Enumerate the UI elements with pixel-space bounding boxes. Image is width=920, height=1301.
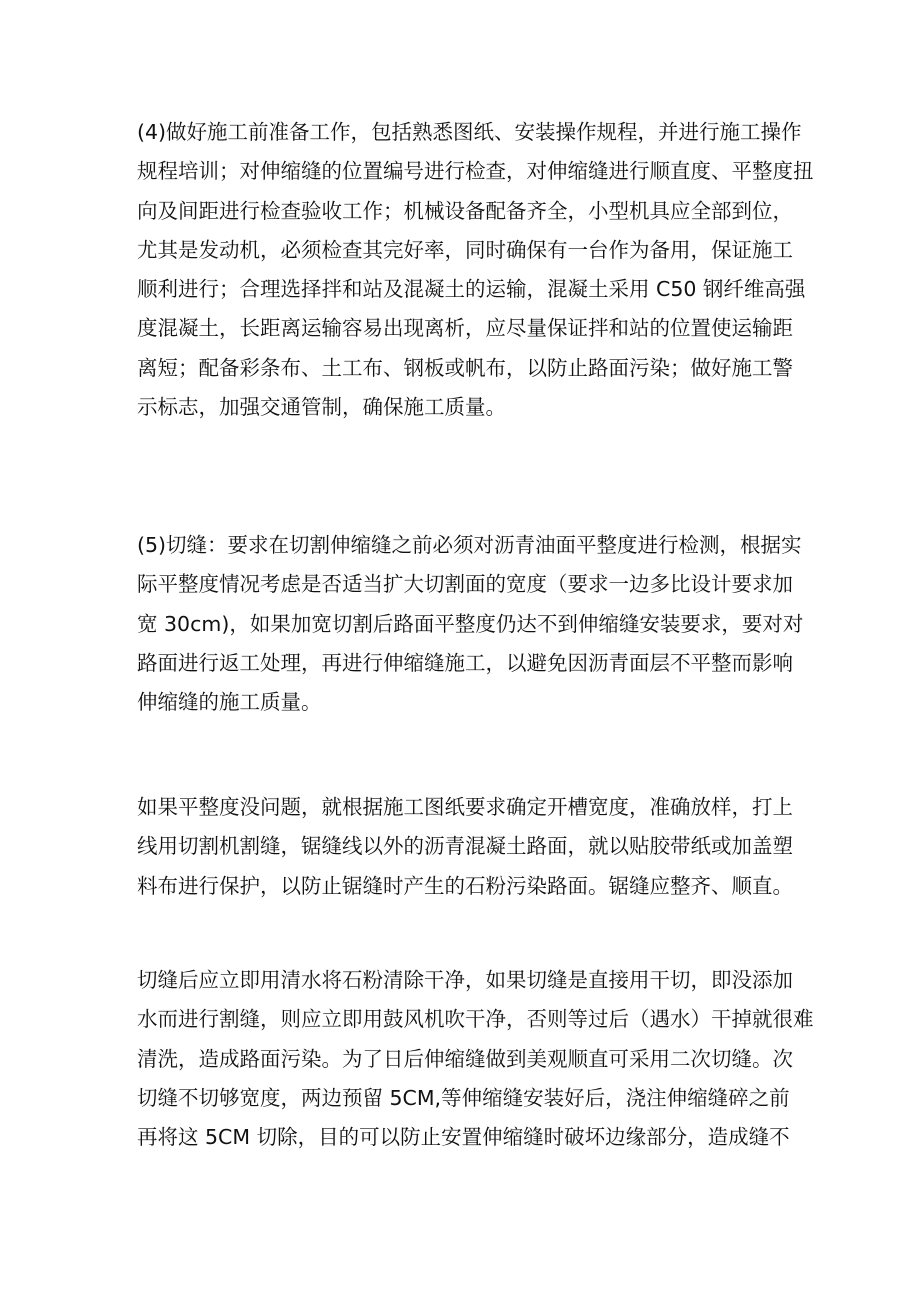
text-line: 清洗，造成路面污染。为了日后伸缩缝做到美观顺直可采用二次切缝。次 <box>137 1046 793 1071</box>
text-line: 水而进行割缝，则应立即用鼓风机吹干净，否则等过后（遇水）干掉就很难 <box>137 1007 814 1032</box>
paragraph-sawing <box>137 788 793 906</box>
text-line: 料布进行保护，以防止锯缝时产生的石粉污染路面。锯缝应整齐、顺直。 <box>137 873 793 898</box>
text-line: (5)切缝：要求在切割伸缩缝之前必须对沥青油面平整度进行检测，根据实 <box>137 533 802 557</box>
text-line: 示标志，加强交通管制，确保施工质量。 <box>137 395 506 420</box>
paragraph-preparation <box>137 113 814 427</box>
paragraph-cleaning <box>137 961 814 1157</box>
text-line: 向及间距进行检查验收工作；机械设备配备齐全，小型机具应全部到位， <box>137 198 793 223</box>
text-line: 顺利进行；合理选择拌和站及混凝土的运输，混凝土采用 C50 钢纤维高强 <box>137 277 806 302</box>
text-line: 如果平整度没问题，就根据施工图纸要求确定开槽宽度，准确放样，打上 <box>137 795 793 819</box>
text-line: 尤其是发动机，必须检查其完好率，同时确保有一台作为备用，保证施工 <box>137 237 793 262</box>
text-line: 际平整度情况考虑是否适当扩大切割面的宽度（要求一边多比设计要求加 <box>137 572 793 597</box>
text-line: 路面进行返工处理，再进行伸缩缝施工，以避免因沥青面层不平整而影响 <box>137 650 793 675</box>
paragraph-cutting <box>137 526 804 722</box>
text-line: 规程培训；对伸缩缝的位置编号进行检查，对伸缩缝进行顺直度、平整度扭 <box>137 159 814 184</box>
text-line: (4)做好施工前准备工作，包括熟悉图纸、安装操作规程，并进行施工操作 <box>137 120 802 144</box>
text-line: 再将这 5CM 切除，目的可以防止安置伸缩缝时破坏边缘部分，造成缝不 <box>137 1125 790 1150</box>
text-line: 度混凝土，长距离运输容易出现离析，应尽量保证拌和站的位置使运输距 <box>137 316 793 341</box>
text-line: 宽 30cm)，如果加宽切割后路面平整度仍达不到伸缩缝安装要求，要对对 <box>137 611 804 636</box>
text-line: 离短；配备彩条布、土工布、钢板或帆布，以防止路面污染；做好施工警 <box>137 355 793 380</box>
text-line: 线用切割机割缝，锯缝线以外的沥青混凝土路面，就以贴胶带纸或加盖塑 <box>137 834 793 859</box>
text-line: 切缝不切够宽度，两边预留 5CM,等伸缩缝安装好后，浇注伸缩缝碎之前 <box>137 1085 790 1110</box>
text-line: 伸缩缝的施工质量。 <box>137 690 322 715</box>
text-line: 切缝后应立即用清水将石粉清除干净，如果切缝是直接用干切，即没添加 <box>137 968 793 992</box>
